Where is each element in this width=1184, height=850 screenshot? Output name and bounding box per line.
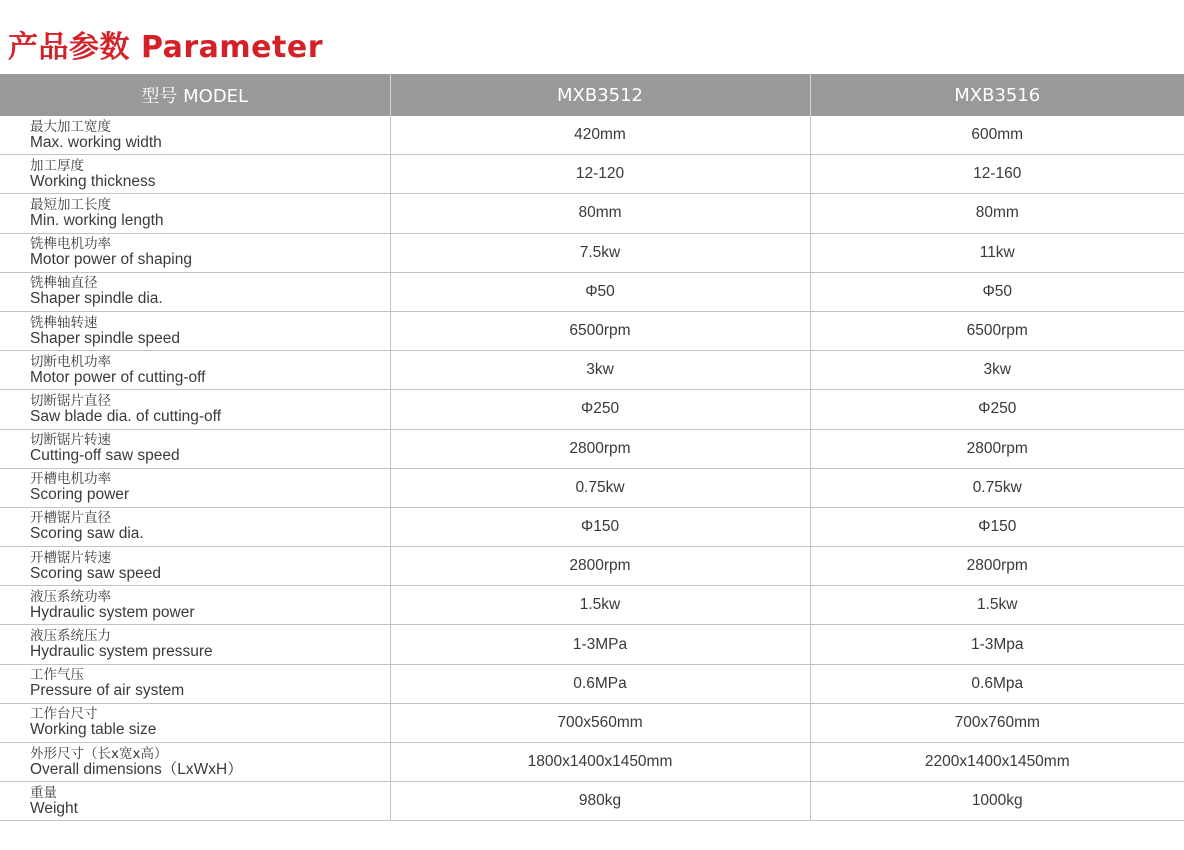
value-mxb3516: Φ150 bbox=[810, 507, 1184, 546]
table-row bbox=[0, 233, 1184, 272]
value-mxb3516: Φ50 bbox=[810, 272, 1184, 311]
parameter-name-cell bbox=[0, 390, 390, 429]
parameter-name-en: Cutting-off saw speed bbox=[30, 447, 180, 465]
parameter-name-cell bbox=[0, 743, 390, 782]
value-mxb3512: 12-120 bbox=[390, 155, 810, 194]
parameter-name-zh: 开槽锯片直径 bbox=[30, 510, 111, 527]
parameter-name-zh: 切断电机功率 bbox=[30, 353, 111, 370]
parameter-name-en: Overall dimensions（LxWxH） bbox=[30, 760, 243, 778]
parameter-name-zh: 液压系统功率 bbox=[30, 588, 111, 605]
table-row bbox=[0, 272, 1184, 311]
table-row bbox=[0, 155, 1184, 194]
value-mxb3516: 0.75kw bbox=[810, 468, 1184, 507]
parameter-name-en: Working thickness bbox=[30, 172, 156, 190]
parameter-name-zh: 液压系统压力 bbox=[30, 628, 111, 645]
parameter-name-zh: 切断锯片直径 bbox=[30, 392, 111, 409]
table-row bbox=[0, 429, 1184, 468]
table-row bbox=[0, 782, 1184, 821]
parameter-name-en: Scoring power bbox=[30, 486, 130, 504]
header-mxb3512: MXB3512 bbox=[390, 74, 810, 116]
parameter-name-en: Min. working length bbox=[30, 211, 164, 229]
parameter-name-en: Saw blade dia. of cutting-off bbox=[30, 407, 222, 425]
parameter-name-cell bbox=[0, 429, 390, 468]
table-header-row bbox=[0, 74, 1184, 116]
parameter-name-en: Hydraulic system pressure bbox=[30, 643, 213, 661]
value-mxb3512: 3kw bbox=[390, 351, 810, 390]
parameter-name-cell bbox=[0, 782, 390, 821]
table-row bbox=[0, 194, 1184, 233]
parameter-name-cell bbox=[0, 586, 390, 625]
value-mxb3512: 1-3MPa bbox=[390, 625, 810, 664]
parameter-name-en: Motor power of cutting-off bbox=[30, 368, 206, 386]
parameter-name-zh: 开槽锯片转速 bbox=[30, 549, 111, 566]
parameter-name-zh: 加工厚度 bbox=[30, 157, 84, 174]
table-row bbox=[0, 351, 1184, 390]
parameter-name-zh: 最大加工宽度 bbox=[30, 118, 111, 135]
value-mxb3516: 600mm bbox=[810, 116, 1184, 155]
value-mxb3516: 11kw bbox=[810, 233, 1184, 272]
parameter-name-zh: 最短加工长度 bbox=[30, 196, 111, 213]
parameter-name-cell bbox=[0, 311, 390, 350]
value-mxb3512: 1800x1400x1450mm bbox=[390, 743, 810, 782]
parameter-name-en: Max. working width bbox=[30, 133, 162, 151]
parameter-name-zh: 切断锯片转速 bbox=[30, 432, 111, 449]
value-mxb3512: 7.5kw bbox=[390, 233, 810, 272]
table-row bbox=[0, 507, 1184, 546]
header-model: 型号 MODEL bbox=[0, 74, 390, 116]
table-row bbox=[0, 390, 1184, 429]
value-mxb3512: 6500rpm bbox=[390, 311, 810, 350]
header-mxb3516: MXB3516 bbox=[810, 74, 1184, 116]
value-mxb3512: 420mm bbox=[390, 116, 810, 155]
parameter-name-en: Working table size bbox=[30, 721, 157, 739]
value-mxb3516: 80mm bbox=[810, 194, 1184, 233]
value-mxb3516: 2800rpm bbox=[810, 547, 1184, 586]
value-mxb3516: 3kw bbox=[810, 351, 1184, 390]
parameter-name-cell bbox=[0, 272, 390, 311]
value-mxb3516: 6500rpm bbox=[810, 311, 1184, 350]
value-mxb3516: 2200x1400x1450mm bbox=[810, 743, 1184, 782]
table-row bbox=[0, 703, 1184, 742]
value-mxb3512: Φ150 bbox=[390, 507, 810, 546]
parameter-name-cell bbox=[0, 625, 390, 664]
value-mxb3512: 1.5kw bbox=[390, 586, 810, 625]
parameter-name-cell bbox=[0, 664, 390, 703]
parameter-name-en: Hydraulic system power bbox=[30, 603, 195, 621]
value-mxb3516: Φ250 bbox=[810, 390, 1184, 429]
parameter-name-cell bbox=[0, 233, 390, 272]
parameter-name-cell bbox=[0, 194, 390, 233]
value-mxb3516: 12-160 bbox=[810, 155, 1184, 194]
parameter-name-zh: 开槽电机功率 bbox=[30, 471, 111, 488]
value-mxb3512: 980kg bbox=[390, 782, 810, 821]
value-mxb3512: Φ250 bbox=[390, 390, 810, 429]
value-mxb3512: 2800rpm bbox=[390, 429, 810, 468]
parameter-name-zh: 工作气压 bbox=[30, 667, 84, 684]
parameter-name-cell bbox=[0, 547, 390, 586]
parameter-name-cell bbox=[0, 507, 390, 546]
table-row bbox=[0, 311, 1184, 350]
parameter-name-zh: 铣榫电机功率 bbox=[30, 236, 111, 253]
value-mxb3516: 1-3Mpa bbox=[810, 625, 1184, 664]
value-mxb3512: 80mm bbox=[390, 194, 810, 233]
parameter-name-en: Weight bbox=[30, 799, 78, 817]
page-title: 产品参数 Parameter bbox=[8, 30, 323, 65]
value-mxb3516: 700x760mm bbox=[810, 703, 1184, 742]
value-mxb3516: 2800rpm bbox=[810, 429, 1184, 468]
table-row bbox=[0, 586, 1184, 625]
value-mxb3512: 0.75kw bbox=[390, 468, 810, 507]
parameter-name-cell bbox=[0, 116, 390, 155]
table-row bbox=[0, 547, 1184, 586]
parameter-name-cell bbox=[0, 155, 390, 194]
parameter-name-en: Scoring saw speed bbox=[30, 564, 161, 582]
parameter-name-en: Pressure of air system bbox=[30, 682, 185, 700]
value-mxb3516: 1000kg bbox=[810, 782, 1184, 821]
parameter-name-zh: 重量 bbox=[30, 784, 57, 801]
parameter-name-cell bbox=[0, 351, 390, 390]
parameter-name-en: Motor power of shaping bbox=[30, 251, 192, 269]
parameter-name-zh: 外形尺寸（长x宽x高） bbox=[30, 745, 168, 762]
value-mxb3512: 0.6MPa bbox=[390, 664, 810, 703]
parameter-name-cell bbox=[0, 703, 390, 742]
table-row bbox=[0, 116, 1184, 155]
parameter-name-en: Scoring saw dia. bbox=[30, 525, 144, 543]
value-mxb3516: 0.6Mpa bbox=[810, 664, 1184, 703]
value-mxb3512: 2800rpm bbox=[390, 547, 810, 586]
value-mxb3512: Φ50 bbox=[390, 272, 810, 311]
table-row bbox=[0, 664, 1184, 703]
parameter-name-zh: 铣榫轴转速 bbox=[30, 314, 98, 331]
parameter-name-en: Shaper spindle speed bbox=[30, 329, 180, 347]
table-row bbox=[0, 468, 1184, 507]
parameter-name-zh: 工作台尺寸 bbox=[30, 706, 98, 723]
value-mxb3516: 1.5kw bbox=[810, 586, 1184, 625]
parameter-table bbox=[0, 74, 1184, 821]
table-row bbox=[0, 743, 1184, 782]
table-row bbox=[0, 625, 1184, 664]
parameter-name-en: Shaper spindle dia. bbox=[30, 290, 163, 308]
parameter-name-zh: 铣榫轴直径 bbox=[30, 275, 98, 292]
value-mxb3512: 700x560mm bbox=[390, 703, 810, 742]
parameter-name-cell bbox=[0, 468, 390, 507]
